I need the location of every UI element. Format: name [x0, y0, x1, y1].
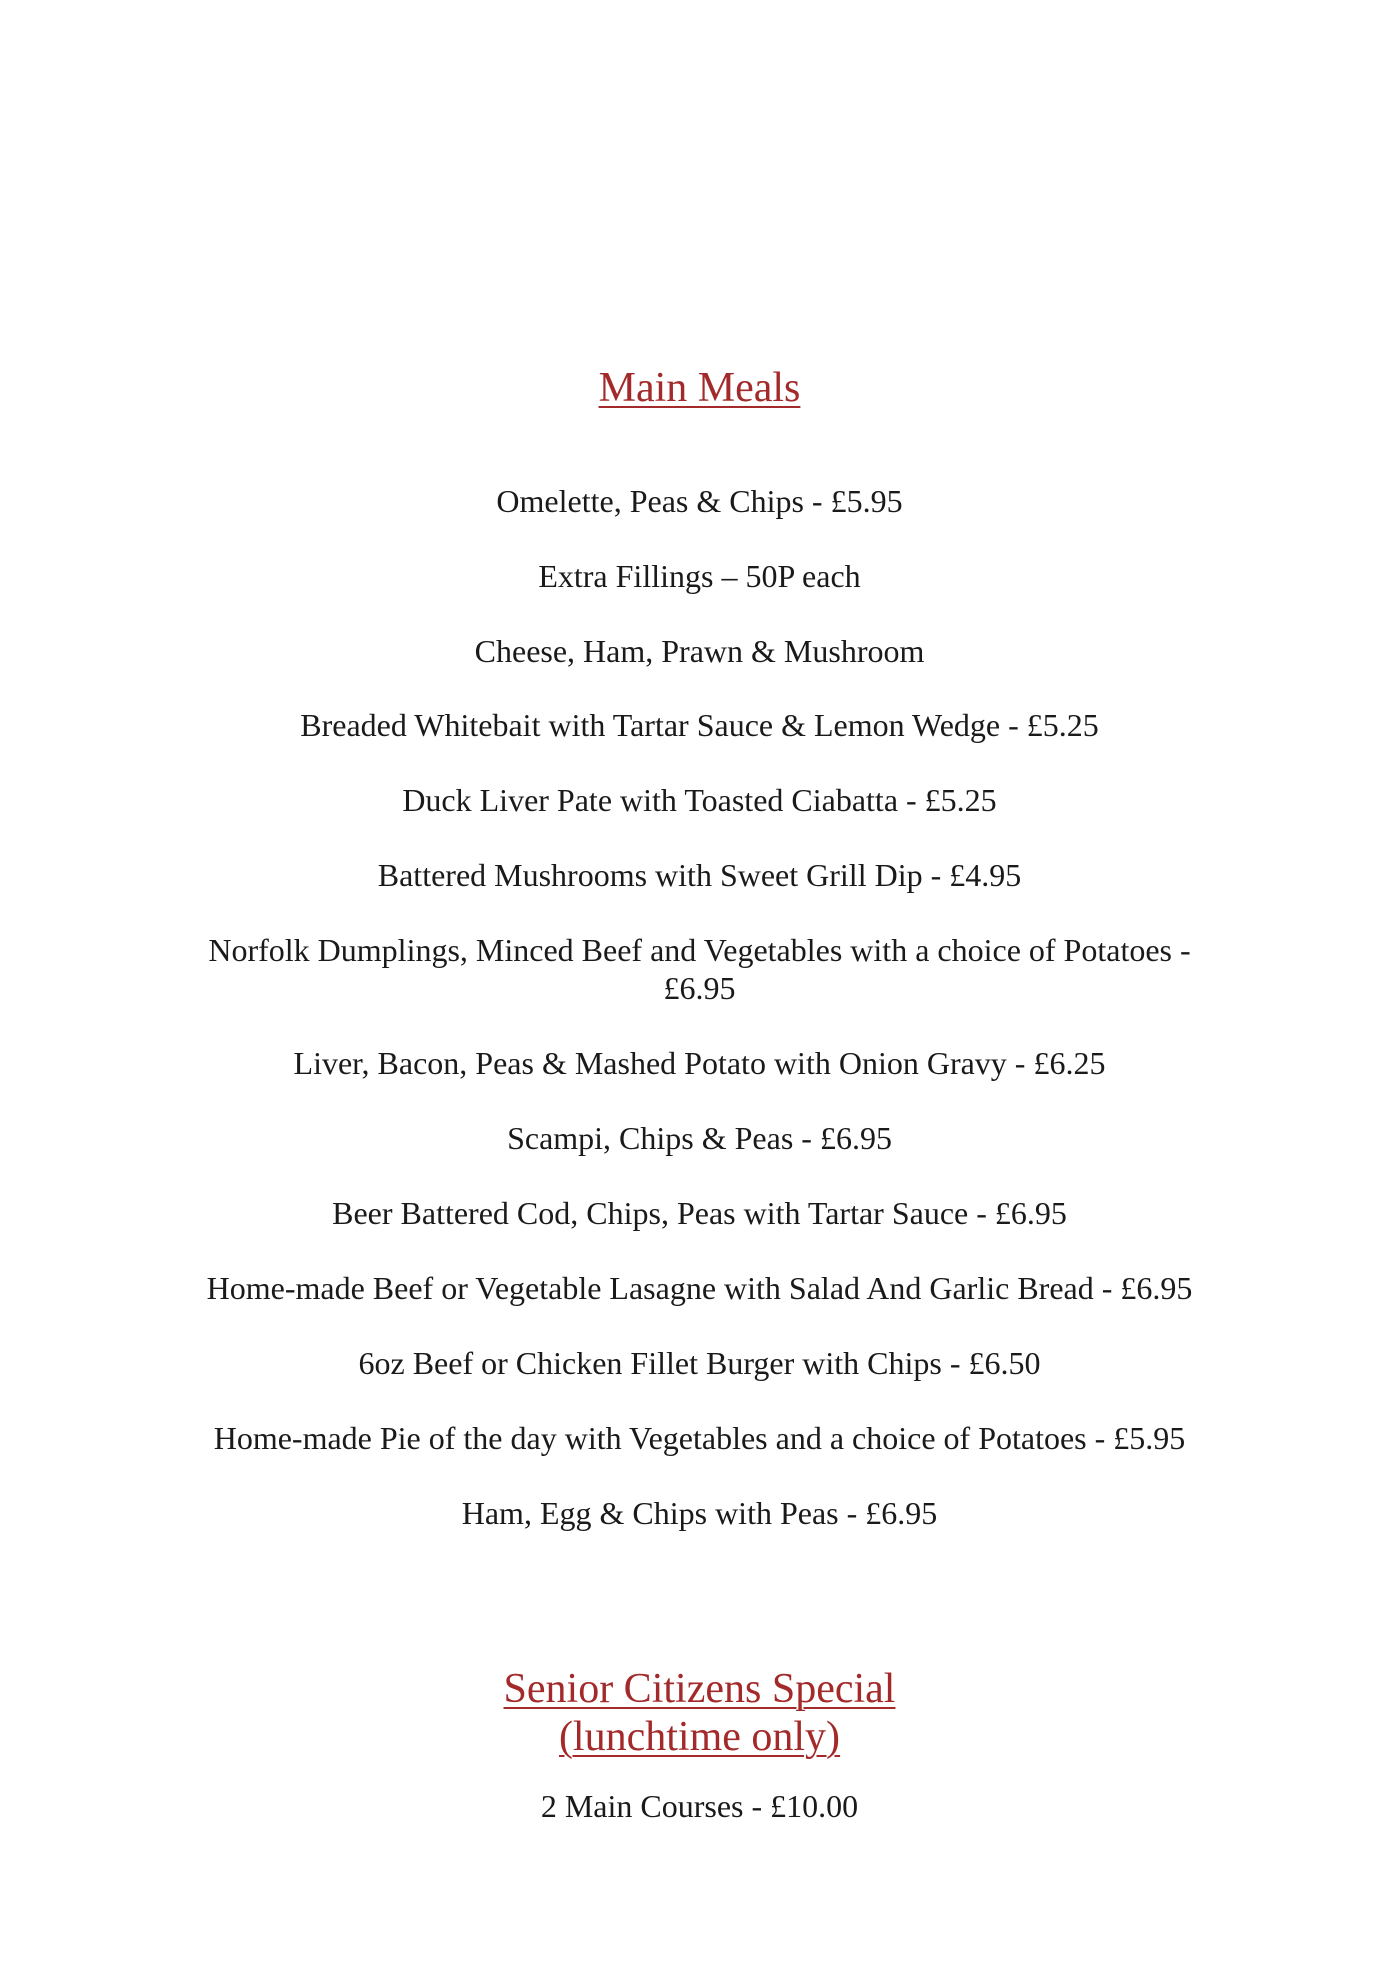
menu-item-price-continuation: £6.95: [663, 970, 736, 1006]
menu-item: Extra Fillings – 50P each: [538, 558, 861, 594]
senior-special-heading: Senior Citizens Special: [503, 1666, 896, 1712]
senior-special-offer: 2 Main Courses - £10.00: [540, 1788, 859, 1824]
menu-item: Home-made Beef or Vegetable Lasagne with Salad And Garlic Bread - £6.95: [206, 1270, 1193, 1306]
senior-special-subheading: (lunchtime only): [558, 1714, 841, 1760]
menu-item: Cheese, Ham, Prawn & Mushroom: [474, 633, 925, 669]
main-meals-heading: Main Meals: [598, 365, 801, 411]
menu-item: Omelette, Peas & Chips - £5.95: [496, 483, 903, 519]
menu-item: Duck Liver Pate with Toasted Ciabatta - £5.25: [402, 782, 997, 818]
menu-item: Norfolk Dumplings, Minced Beef and Vegetables with a choice of Potatoes -: [208, 932, 1191, 968]
menu-item: Battered Mushrooms with Sweet Grill Dip - £4.95: [377, 857, 1022, 893]
menu-item: Scampi, Chips & Peas - £6.95: [507, 1120, 892, 1156]
menu-item: 6oz Beef or Chicken Fillet Burger with Chips - £6.50: [358, 1345, 1041, 1381]
menu-item: Breaded Whitebait with Tartar Sauce & Lemon Wedge - £5.25: [300, 707, 1099, 743]
menu-item: Liver, Bacon, Peas & Mashed Potato with Onion Gravy - £6.25: [293, 1045, 1106, 1081]
menu-item: Beer Battered Cod, Chips, Peas with Tartar Sauce - £6.95: [332, 1195, 1067, 1231]
menu-item: Home-made Pie of the day with Vegetables and a choice of Potatoes - £5.95: [213, 1420, 1186, 1456]
menu-item: Ham, Egg & Chips with Peas - £6.95: [461, 1495, 938, 1531]
